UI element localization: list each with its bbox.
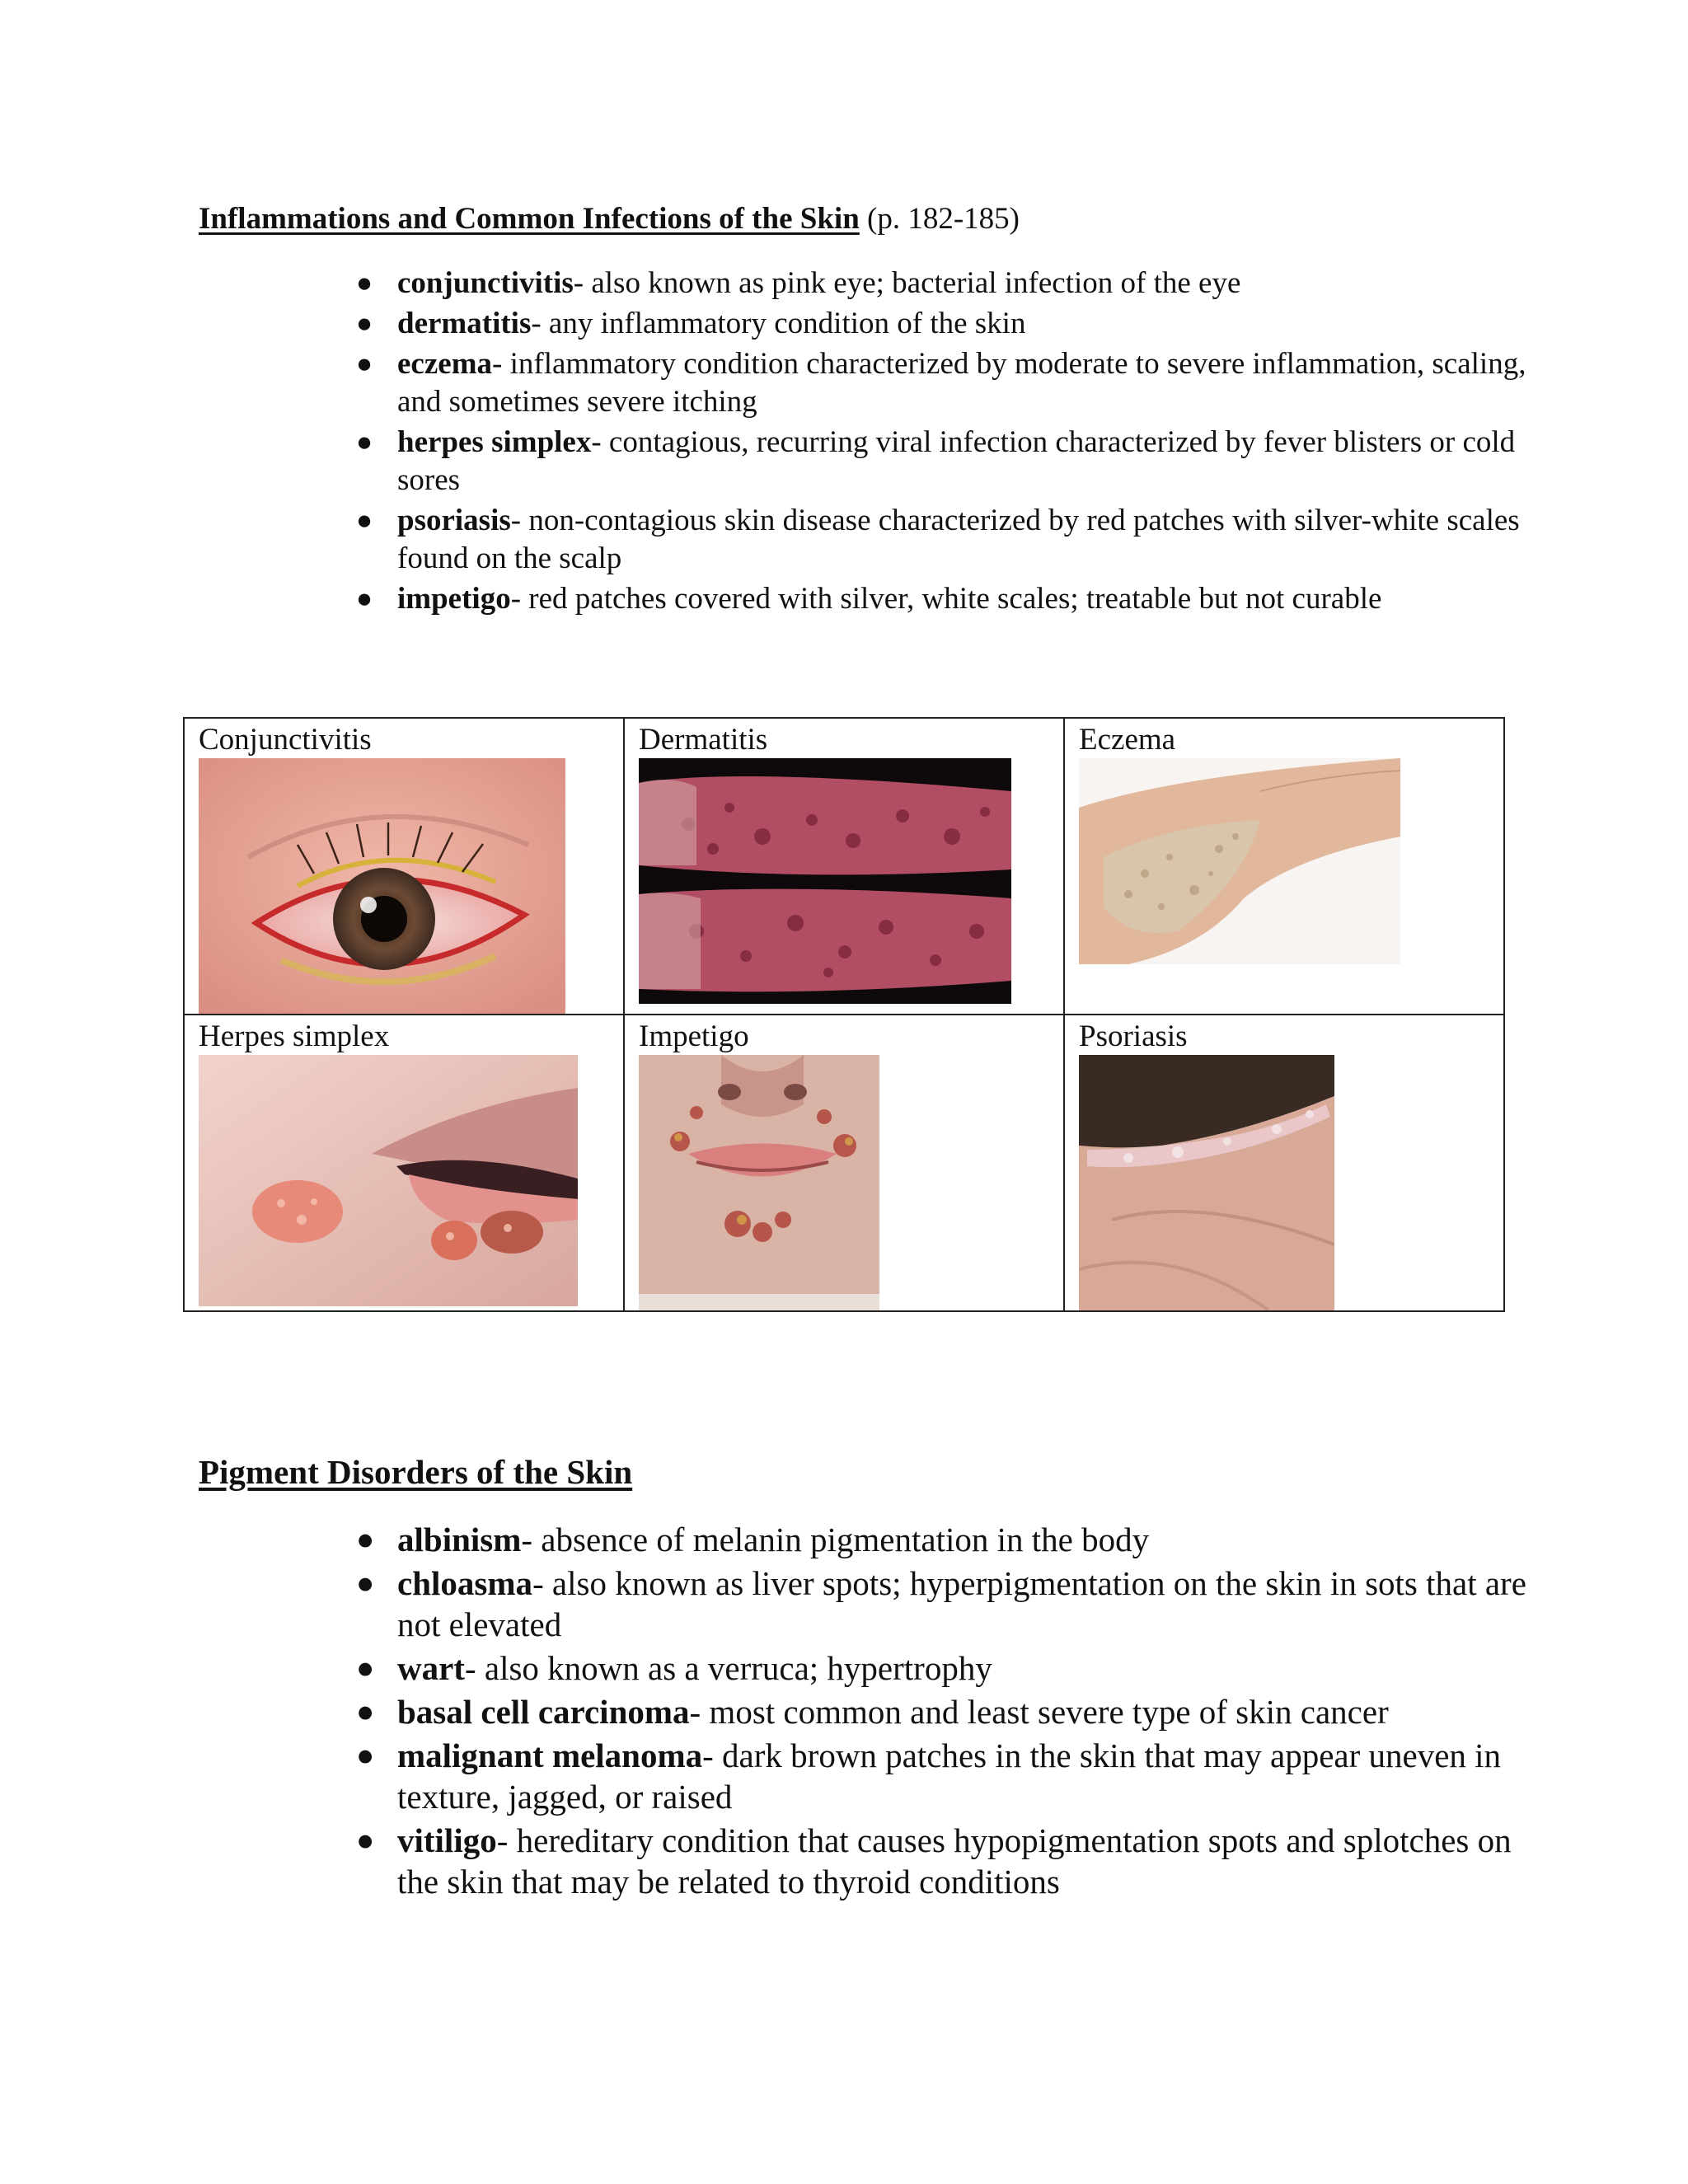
table-row bbox=[184, 718, 1504, 1015]
bullet-icon: ● bbox=[356, 1738, 375, 1772]
list-item bbox=[356, 305, 1526, 343]
definition: - inflammatory condition characterized by moderate to severe inflammation, scaling, and sometimes severe itching bbox=[397, 347, 1526, 419]
table-cell-herpes bbox=[184, 1015, 624, 1311]
definition: - also known as a verruca; hypertrophy bbox=[464, 1649, 992, 1687]
term: conjunctivitis bbox=[397, 266, 574, 300]
list-item bbox=[356, 424, 1526, 499]
section-title: Pigment Disorders of the Skin bbox=[199, 1453, 633, 1491]
table-cell-psoriasis bbox=[1064, 1015, 1504, 1311]
bullet-icon: ● bbox=[356, 583, 373, 614]
definition: - also known as liver spots; hyperpigmentation on the skin in sots that are not elevated bbox=[397, 1564, 1526, 1643]
cell-label: Dermatitis bbox=[639, 723, 768, 757]
definition: - dark brown patches in the skin that may appear uneven in texture, jagged, or raised bbox=[397, 1736, 1502, 1816]
bullet-icon: ● bbox=[356, 268, 373, 298]
list-item bbox=[356, 265, 1526, 302]
bullet-icon: ● bbox=[356, 1823, 375, 1857]
list-item bbox=[356, 1735, 1526, 1817]
cell-label: Impetigo bbox=[639, 1019, 749, 1053]
table-cell-dermatitis bbox=[624, 718, 1064, 1015]
table-row bbox=[184, 1015, 1504, 1311]
table-cell-impetigo bbox=[624, 1015, 1064, 1311]
term: eczema bbox=[397, 347, 493, 381]
herpes-lip-photo bbox=[199, 1055, 623, 1306]
section-heading-inflammations bbox=[199, 201, 1020, 237]
term: dermatitis bbox=[397, 307, 532, 340]
cell-label: Eczema bbox=[1079, 723, 1176, 757]
definition: - any inflammatory condition of the skin bbox=[531, 307, 1026, 340]
bullet-icon: ● bbox=[356, 349, 373, 379]
dermatitis-legs-photo bbox=[639, 758, 1063, 1004]
list-item bbox=[356, 1647, 1526, 1689]
definition: - hereditary condition that causes hypopigmentation spots and splotches on the skin that may be related to thyroid conditions bbox=[397, 1821, 1512, 1900]
eczema-elbow-photo bbox=[1079, 758, 1503, 964]
pigment-disorders-list bbox=[356, 1519, 1526, 1905]
definition: - contagious, recurring viral infection characterized by fever blisters or cold sores bbox=[397, 425, 1516, 497]
list-item bbox=[356, 580, 1526, 618]
definition: - most common and least severe type of skin cancer bbox=[689, 1693, 1389, 1731]
cell-label: Psoriasis bbox=[1079, 1019, 1188, 1053]
definition: - absence of melanin pigmentation in the body bbox=[521, 1521, 1150, 1558]
table-cell-eczema bbox=[1064, 718, 1504, 1015]
definition: - non-contagious skin disease characterized by red patches with silver-white scales found on the scalp bbox=[397, 504, 1520, 575]
term: herpes simplex bbox=[397, 425, 592, 459]
bullet-icon: ● bbox=[356, 1566, 375, 1600]
term: wart bbox=[397, 1649, 465, 1687]
page-reference: (p. 182-185) bbox=[859, 202, 1020, 236]
list-item bbox=[356, 1820, 1526, 1902]
list-item bbox=[356, 1519, 1526, 1560]
list-item bbox=[356, 502, 1526, 578]
list-item bbox=[356, 1691, 1526, 1732]
term: albinism bbox=[397, 1521, 522, 1558]
table-cell-conjunctivitis bbox=[184, 718, 624, 1015]
bullet-icon: ● bbox=[356, 1651, 375, 1685]
cell-label: Conjunctivitis bbox=[199, 723, 372, 757]
cell-label: Herpes simplex bbox=[199, 1019, 390, 1053]
bullet-icon: ● bbox=[356, 505, 373, 536]
section-title: Inflammations and Common Infections of the Skin bbox=[199, 202, 860, 236]
definition: - also known as pink eye; bacterial infection of the eye bbox=[573, 266, 1241, 300]
definition: - red patches covered with silver, white scales; treatable but not curable bbox=[510, 582, 1382, 616]
conjunctivitis-eye-photo bbox=[199, 758, 623, 1014]
psoriasis-neck-photo bbox=[1079, 1055, 1503, 1310]
term: vitiligo bbox=[397, 1821, 497, 1859]
bullet-icon: ● bbox=[356, 1522, 375, 1556]
list-item bbox=[356, 1563, 1526, 1645]
section-heading-pigment bbox=[199, 1452, 632, 1492]
condition-image-table bbox=[183, 717, 1505, 1312]
term: basal cell carcinoma bbox=[397, 1693, 690, 1731]
inflammations-list bbox=[356, 265, 1526, 621]
list-item bbox=[356, 345, 1526, 421]
bullet-icon: ● bbox=[356, 308, 373, 339]
bullet-icon: ● bbox=[356, 1694, 375, 1728]
impetigo-face-photo bbox=[639, 1055, 1063, 1310]
bullet-icon: ● bbox=[356, 427, 373, 457]
term: impetigo bbox=[397, 582, 511, 616]
term: psoriasis bbox=[397, 504, 511, 537]
term: chloasma bbox=[397, 1564, 532, 1602]
term: malignant melanoma bbox=[397, 1736, 703, 1774]
